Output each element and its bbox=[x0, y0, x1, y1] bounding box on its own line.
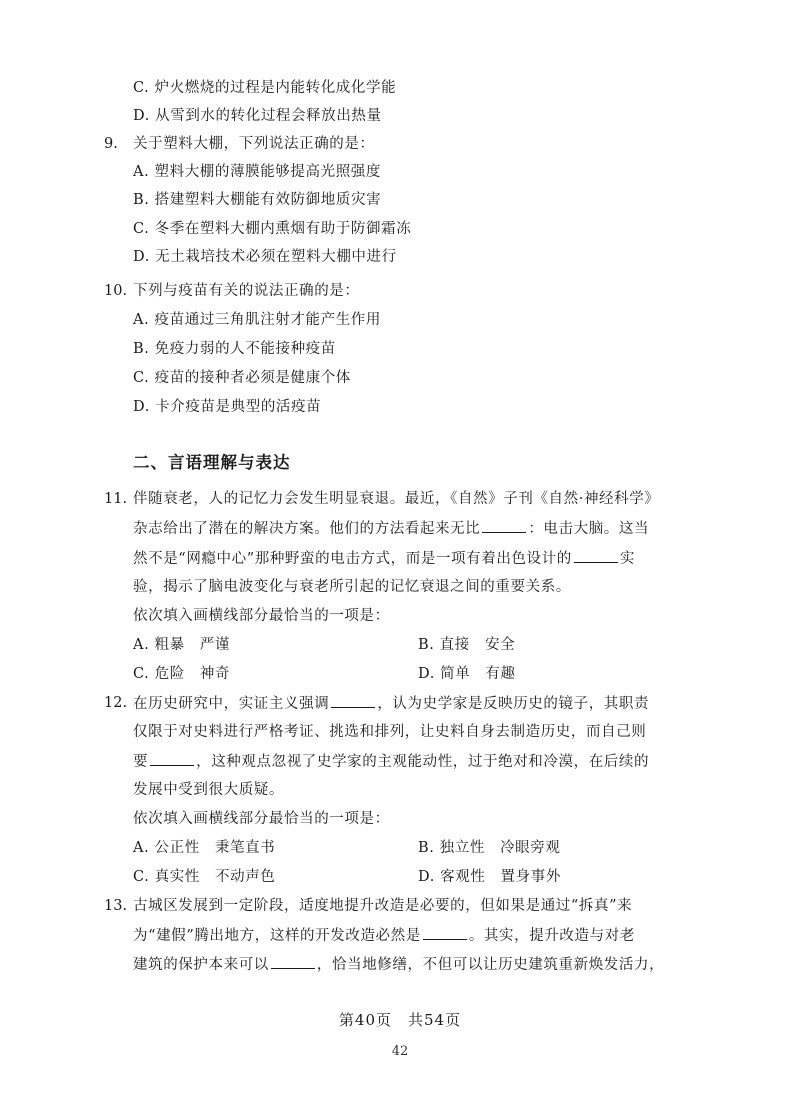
answer-blank bbox=[150, 751, 194, 766]
q13-line-2 bbox=[133, 925, 635, 946]
q12-line-2: 仅限于对史料进行严格考证、挑选和排列，让史料自身去制造历史，而自己则 bbox=[133, 724, 647, 740]
q12-number: 12. bbox=[104, 695, 128, 711]
q11-option-b: B. 直接 安全 bbox=[418, 637, 516, 653]
answer-blank bbox=[271, 954, 315, 969]
q12-option-b: B. 独立性 冷眼旁观 bbox=[418, 840, 561, 856]
q11-prompt: 依次填入画横线部分最恰当的一项是： bbox=[133, 608, 390, 624]
answer-blank bbox=[482, 518, 526, 533]
q9-option-c: C. 冬季在塑料大棚内熏烟有助于防御霜冻 bbox=[133, 221, 412, 237]
q11-line-3-part-b: 实 bbox=[619, 551, 635, 567]
q12-line-1-part-b: ，认为史学家是反映历史的镜子，其职责 bbox=[377, 696, 650, 712]
q8-option-d: D. 从雪到水的转化过程会释放出热量 bbox=[133, 108, 382, 124]
q11-line-3-part-a: 然不是“网瘾中心”那种野蛮的电击方式，而是一项有着出色设计的 bbox=[133, 551, 572, 567]
q10-number: 10. bbox=[104, 283, 128, 299]
q12-line-1-part-a: 在历史研究中，实证主义强调 bbox=[133, 696, 330, 712]
q12-option-c: C. 真实性 不动声色 bbox=[133, 869, 276, 885]
q11-line-3 bbox=[133, 548, 635, 569]
q12-line-3-part-b: ，这种观点忽视了史学家的主观能动性，过于绝对和冷漠，在后续的 bbox=[196, 754, 650, 770]
q10-option-c: C. 疫苗的接种者必须是健康个体 bbox=[133, 370, 351, 386]
q9-option-a: A. 塑料大棚的薄膜能够提高光照强度 bbox=[133, 164, 381, 180]
q12-line-4: 发展中受到很大质疑。 bbox=[133, 782, 284, 798]
q10-option-d: D. 卡介疫苗是典型的活疫苗 bbox=[133, 399, 322, 415]
q13-line-2-part-a: 为“建假”腾出地方，这样的开发改造必然是 bbox=[133, 928, 421, 944]
q10-stem: 下列与疫苗有关的说法正确的是： bbox=[133, 283, 360, 299]
q13-line-2-part-b: 。其实，提升改造与对老 bbox=[468, 928, 635, 944]
q8-option-c: C. 炉火燃烧的过程是内能转化成化学能 bbox=[133, 80, 397, 96]
q10-option-a: A. 疫苗通过三角肌注射才能产生作用 bbox=[133, 312, 381, 328]
q12-option-d: D. 客观性 置身事外 bbox=[418, 869, 561, 885]
q11-option-d: D. 简单 有趣 bbox=[418, 666, 516, 682]
q11-line-2 bbox=[133, 518, 649, 539]
q9-option-d: D. 无土栽培技术必须在塑料大棚中进行 bbox=[133, 249, 397, 265]
page-label: 第40页 共54页 bbox=[338, 1011, 462, 1029]
scan-page-number: 42 bbox=[391, 1044, 409, 1059]
q13-number: 13. bbox=[104, 898, 128, 914]
section-heading: 二、言语理解与表达 bbox=[133, 453, 291, 472]
q11-number: 11. bbox=[104, 491, 128, 507]
q9-option-b: B. 搭建塑料大棚能有效防御地质灾害 bbox=[133, 192, 382, 208]
q11-line-2-part-b: ：电击大脑。这当 bbox=[528, 521, 650, 537]
q9-stem: 关于塑料大棚，下列说法正确的是： bbox=[133, 136, 375, 152]
answer-blank bbox=[331, 693, 375, 708]
q12-line-1 bbox=[133, 693, 649, 714]
answer-blank bbox=[574, 548, 618, 563]
q13-line-3 bbox=[133, 954, 664, 975]
q12-prompt: 依次填入画横线部分最恰当的一项是： bbox=[133, 811, 390, 827]
q12-line-3-part-a: 要 bbox=[133, 754, 149, 770]
q13-line-1: 古城区发展到一定阶段，适度地提升改造是必要的，但如果是通过“拆真”来 bbox=[133, 898, 633, 914]
q11-option-a: A. 粗暴 严谨 bbox=[133, 637, 230, 653]
q11-line-1: 伴随衰老，人的记忆力会发生明显衰退。最近，《自然》子刊《自然·神经科学》 bbox=[133, 491, 660, 507]
q11-line-2-part-a: 杂志给出了潜在的解决方案。他们的方法看起来无比 bbox=[133, 521, 481, 537]
q12-option-a: A. 公正性 秉笔直书 bbox=[133, 840, 276, 856]
q11-line-4: 验，揭示了脑电波变化与衰老所引起的记忆衰退之间的重要关系。 bbox=[133, 579, 571, 595]
q9-number: 9. bbox=[104, 136, 118, 152]
q13-line-3-part-b: ，恰当地修缮，不但可以让历史建筑重新焕发活力， bbox=[316, 957, 665, 973]
q11-option-c: C. 危险 神奇 bbox=[133, 666, 231, 682]
answer-blank bbox=[423, 925, 467, 940]
q13-line-3-part-a: 建筑的保护本来可以 bbox=[133, 957, 269, 973]
q10-option-b: B. 免疫力弱的人不能接种疫苗 bbox=[133, 341, 336, 357]
q12-line-3 bbox=[133, 751, 649, 772]
